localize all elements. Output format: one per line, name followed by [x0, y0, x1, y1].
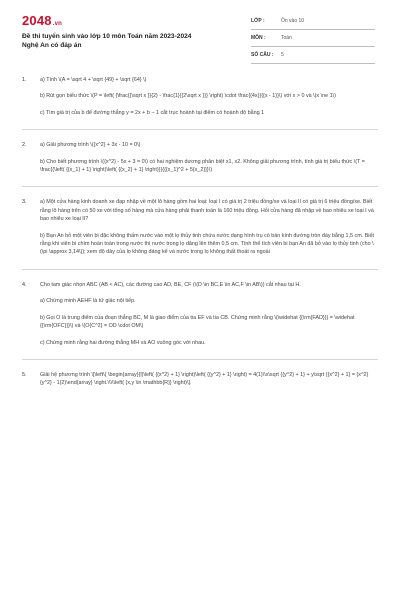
question-2: [22, 141, 378, 174]
question-part: Cho tam giác nhọn ABC (AB < AC), các đường cao AD, BE, CF (\(D \in BC,E \in AC,F \in AB\)) cắt nhau tại H.: [40, 281, 301, 288]
logo-text: 2048: [22, 13, 52, 28]
meta-value-mon: Toán: [281, 35, 292, 41]
exam-title: [22, 32, 242, 50]
question-part: Giải hệ phương trình \[\left\{ \begin{array}{l}\left( {{x^2} + 1} \right)\left( {{y^2} + 1} \right) = 4(1)\\x\sqrt {{y^2} + 1} + y\sqrt {{x^2} + 1} = {x^2}{y^2} - 1(2)\end{array} \right.\\\\\left( {x,y \in \mathbb{R}} \right)\].: [40, 371, 369, 387]
question-divider: [22, 269, 378, 270]
question-divider: [22, 129, 378, 130]
question-part: a) Giải phương trình \({x^2} + 3x - 10 = 0\): [40, 142, 141, 149]
meta-label-mon: MÔN :: [251, 35, 266, 41]
meta-row-socau: [251, 47, 375, 64]
question-number: 1.: [22, 77, 27, 83]
question-part: b) Gọi O là trung điểm của đoạn thẳng BC, M là giao điểm của tia EF và tia CB. Chứng minh rằng \(\widehat {{\rm{FAD}}} = \widehat {{\rm{OFC}}}\) và \(O{C^2} = OD \cdot OM\): [40, 314, 355, 330]
question-part: b) Rút gọn biểu thức \(P = \left( {\frac{{\sqrt x }}{2} - \frac{1}{{2\sqrt x }}} \right) \cdot \frac{{4x}}{{x - 1}}\) với x > 0 và \(x \ne 1\): [40, 93, 336, 100]
question-part: a) Chứng minh AEHF là tứ giác nội tiếp.: [40, 298, 136, 305]
logo-tld: .vn: [52, 21, 63, 27]
exam-meta-table: [251, 13, 375, 64]
question-number: 2.: [22, 142, 27, 149]
question-part: b) Cho biết phương trình \({x^2} - 5x + 3 = 0\) có hai nghiệm dương phân biệt x1, x2. Không giải phương trình, tính giá trị biểu thức \(T = \frac{{\left( {{x_1} + 1} \right)\left( {{x_2} + 1} \right)}}{{{x_1}^2 + 5{x_2}}}\): [40, 158, 365, 174]
meta-value-socau: 5: [281, 52, 284, 58]
question-number: 4.: [22, 281, 27, 288]
meta-value-lop: Ôn vào 10: [281, 18, 305, 24]
question-1: [22, 76, 378, 117]
question-part: a) Một cửa hàng kinh doanh xe đạp nhập về một lô hàng gồm hai loại: loại I có giá trị 2 triệu đồng/xe và loại II có giá trị 6 triệu đồng/xe. Biết rằng lô hàng trên có 50 xe với tổng số hàng mà cửa hàng phải thanh toán là 160 triệu đồng. Hỏi cửa hàng đã nhập về bao nhiêu xe loại I và bao nhiêu xe loại II?: [40, 199, 374, 223]
meta-label-lop: LỚP :: [251, 18, 265, 24]
exam-title-line-2: Nghệ An có đáp án: [22, 42, 82, 49]
question-number: 3.: [22, 199, 27, 206]
question-3: [22, 198, 378, 256]
meta-label-socau: SỐ CÂU :: [251, 52, 274, 58]
page-header: [0, 0, 400, 62]
question-part: b) Bạn An bỏ một viên bi đặc không thấm nước vào một lọ thủy tinh chứa nước dạng hình trụ có bán kính đường tròn đáy bằng 1,5 cm. Biết rằng khi viên bi chìm hoàn toàn trong nước thì nước trong lọ dâng lên thêm 0,5 cm. Tính thể tích viên bi bạn An đã bỏ vào lọ thủy tinh (cho \(\pi \approx 3,14\)); xem độ dày của lọ không đáng kể và nước trong lọ không thất thoát ra ngoài: [40, 232, 374, 256]
meta-row-mon: [251, 30, 375, 47]
question-4: [22, 281, 378, 347]
exam-title-line-1: Đề thi tuyển sinh vào lớp 10 môn Toán năm 2023-2024: [22, 33, 192, 40]
question-5: [22, 371, 378, 388]
site-logo[interactable]: [22, 14, 62, 31]
questions-list: [22, 76, 378, 388]
meta-row-lop: [251, 13, 375, 30]
question-part: a) Tính \(A = \sqrt 4 + \sqrt {49} + \sqrt {64} \): [40, 77, 147, 83]
question-divider: [22, 359, 378, 360]
question-divider: [22, 186, 378, 187]
question-number: 5.: [22, 371, 27, 378]
question-part: c) Tìm giá trị của b để đường thẳng y = 2x + b − 1 cắt trục hoành tại điểm có hoành độ bằng 1: [40, 109, 265, 116]
question-part: c) Chứng minh rằng hai đường thẳng MH và AO vuông góc với nhau.: [40, 339, 206, 346]
